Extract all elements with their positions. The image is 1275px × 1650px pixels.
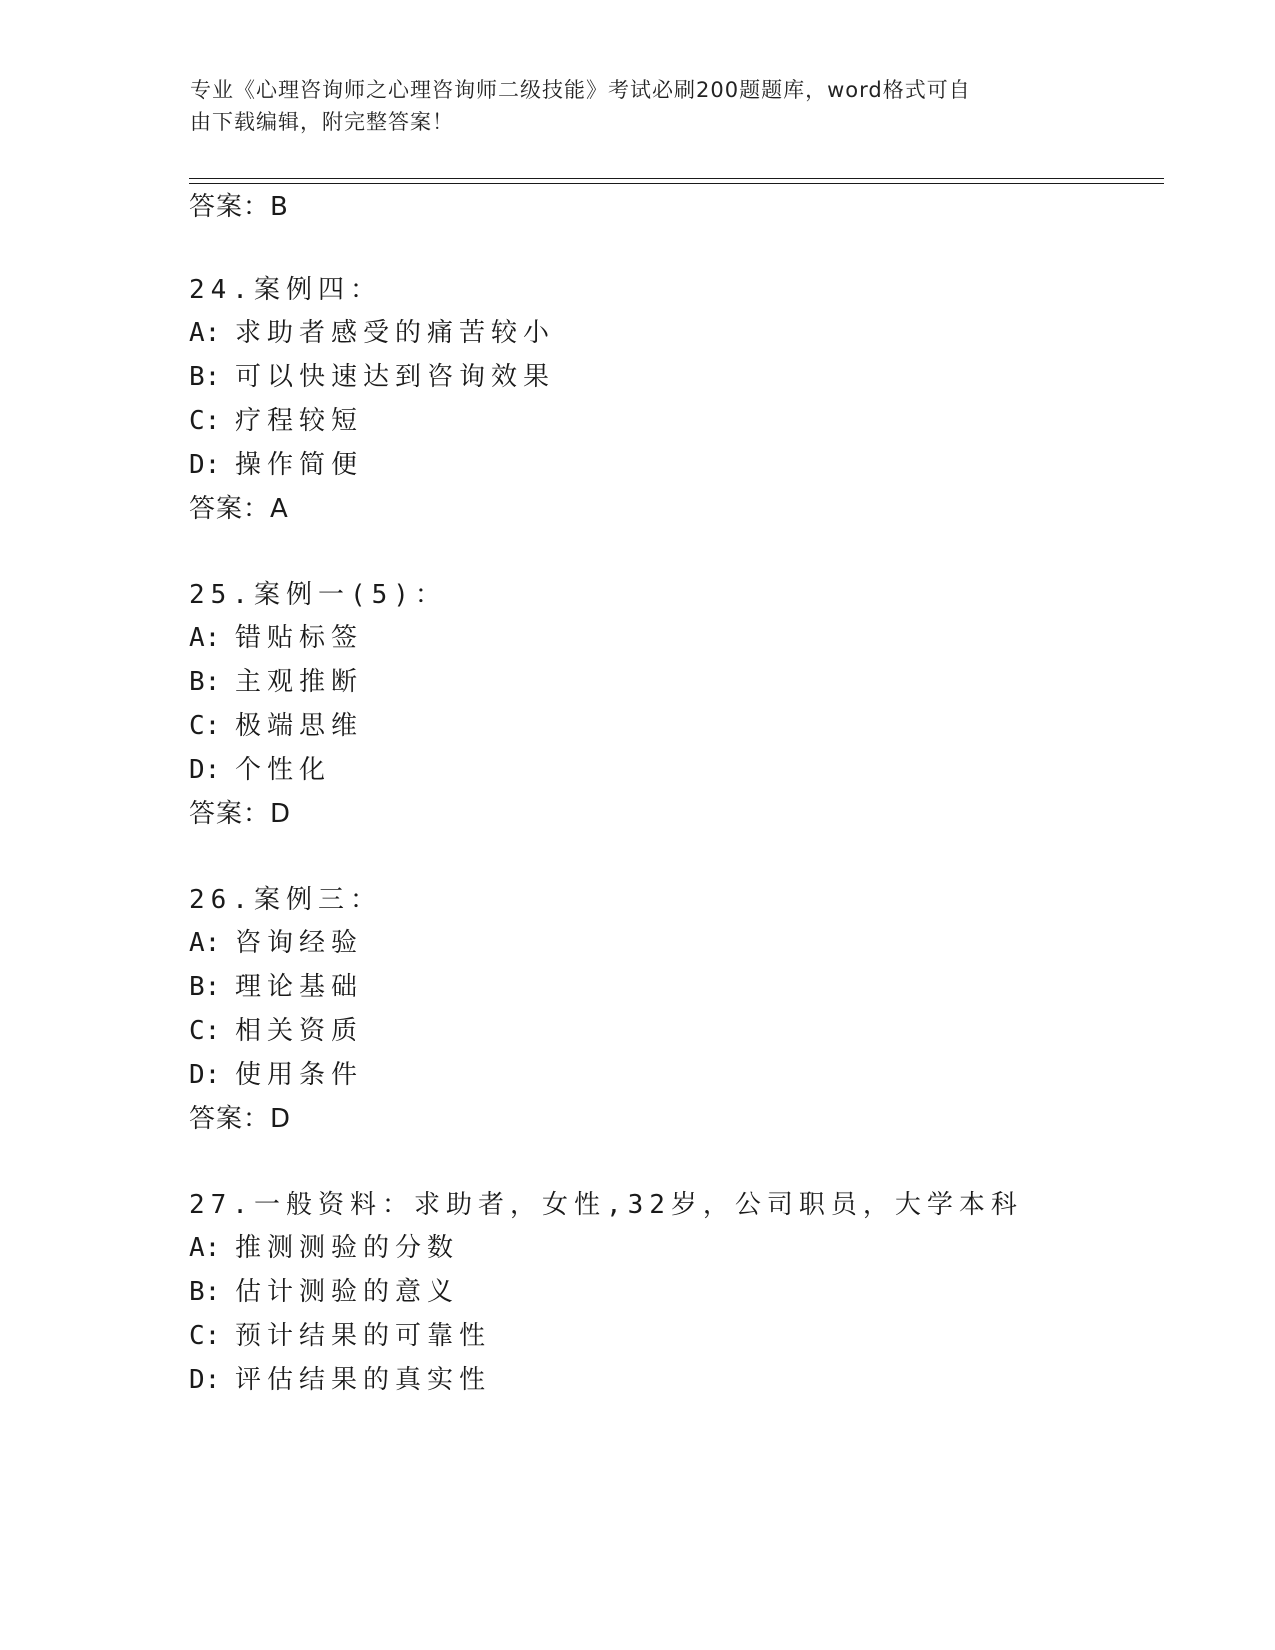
- question-title: 24.案例四：: [189, 275, 382, 305]
- header-line-1: 专业《心理咨询师之心理咨询师二级技能》考试必刷200题题库，word格式可自: [190, 78, 971, 102]
- header-line-2: 由下载编辑，附完整答案！: [190, 110, 454, 134]
- option-b: [189, 360, 555, 394]
- option-key: A:: [189, 623, 221, 653]
- option-text: 主观推断: [235, 667, 364, 697]
- option-text: 相关资质: [235, 1016, 364, 1046]
- option-b: [189, 665, 363, 699]
- header-divider-top: [189, 178, 1164, 179]
- option-text: 疗程较短: [235, 406, 364, 436]
- option-c: [189, 404, 363, 438]
- answer-line: 答案：B: [189, 192, 289, 222]
- option-key: C:: [189, 1321, 221, 1351]
- question-title: 27.一般资料：求助者，女性,32岁，公司职员，大学本科: [189, 1190, 1023, 1220]
- answer-line: 答案：D: [189, 1104, 292, 1134]
- document-header: [190, 74, 1090, 138]
- option-a: [189, 316, 555, 350]
- option-text: 错贴标签: [235, 623, 364, 653]
- question-title: 26.案例三：: [189, 885, 382, 915]
- option-key: D:: [189, 450, 221, 480]
- option-key: D:: [189, 755, 221, 785]
- option-text: 极端思维: [235, 711, 364, 741]
- option-b: [189, 970, 363, 1004]
- option-key: D:: [189, 1365, 221, 1395]
- option-c: [189, 709, 363, 743]
- answer-line: 答案：D: [189, 799, 292, 829]
- option-d: [189, 1058, 363, 1092]
- option-d: [189, 1363, 491, 1397]
- option-text: 推测测验的分数: [235, 1233, 460, 1263]
- option-key: A:: [189, 928, 221, 958]
- option-d: [189, 753, 331, 787]
- option-text: 评估结果的真实性: [235, 1365, 492, 1395]
- option-key: C:: [189, 711, 221, 741]
- option-key: B:: [189, 972, 221, 1002]
- option-b: [189, 1275, 459, 1309]
- option-key: A:: [189, 318, 221, 348]
- answer-line: 答案：A: [189, 494, 289, 524]
- option-key: B:: [189, 362, 221, 392]
- option-text: 咨询经验: [235, 928, 364, 958]
- option-key: B:: [189, 1277, 221, 1307]
- option-c: [189, 1014, 363, 1048]
- option-key: D:: [189, 1060, 221, 1090]
- option-a: [189, 926, 363, 960]
- option-text: 个性化: [235, 755, 332, 785]
- option-key: B:: [189, 667, 221, 697]
- option-key: C:: [189, 1016, 221, 1046]
- option-key: C:: [189, 406, 221, 436]
- option-a: [189, 621, 363, 655]
- question-title: 25.案例一(5)：: [189, 580, 447, 610]
- option-text: 预计结果的可靠性: [235, 1321, 492, 1351]
- option-a: [189, 1231, 459, 1265]
- option-text: 使用条件: [235, 1060, 364, 1090]
- option-text: 可以快速达到咨询效果: [235, 362, 556, 392]
- option-text: 操作简便: [235, 450, 364, 480]
- option-text: 估计测验的意义: [235, 1277, 460, 1307]
- option-d: [189, 448, 363, 482]
- option-key: A:: [189, 1233, 221, 1263]
- header-divider-bottom: [189, 183, 1164, 184]
- option-c: [189, 1319, 491, 1353]
- option-text: 理论基础: [235, 972, 364, 1002]
- option-text: 求助者感受的痛苦较小: [235, 318, 556, 348]
